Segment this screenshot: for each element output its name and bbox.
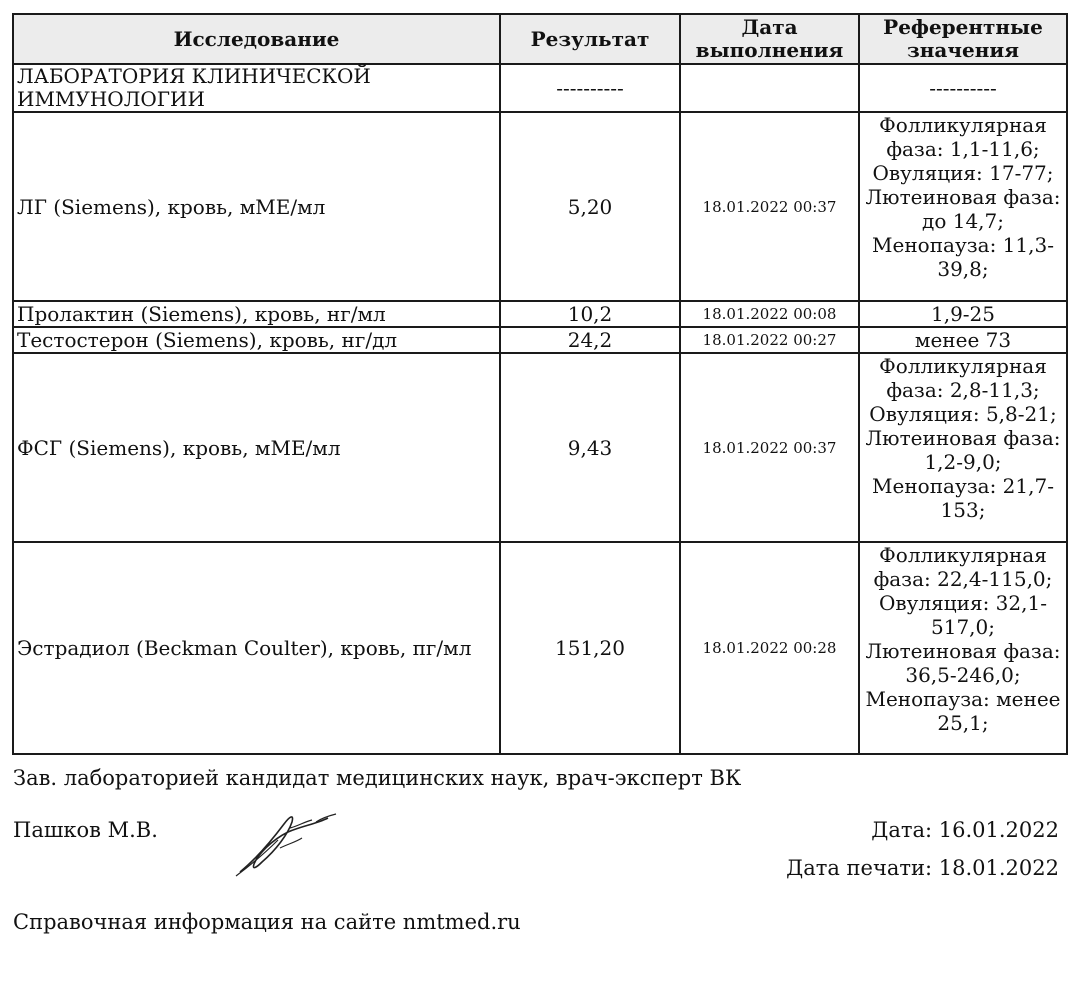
header-date-line1: Дата (741, 15, 798, 39)
header-ref-line1: Референтные (883, 15, 1043, 39)
header-date-line2: выполнения (695, 38, 844, 62)
ref-line: 36,5-246,0; (905, 663, 1021, 687)
ref-line: Менопауза: 11,3- (872, 233, 1054, 257)
test-result: 10,2 (500, 301, 680, 327)
test-ref (859, 327, 1067, 353)
header-test: Исследование (13, 14, 500, 64)
table-row (13, 327, 1067, 353)
ref-line: Лютеиновая фаза: (865, 426, 1061, 450)
section-name (13, 64, 500, 112)
ref-line: Фолликулярная (879, 113, 1047, 137)
section-date (680, 64, 859, 112)
ref-line: Лютеиновая фаза: (865, 639, 1061, 663)
test-name: Тестостерон (Siemens), кровь, нг/дл (13, 327, 500, 353)
header-ref-line2: значения (907, 38, 1019, 62)
test-ref (859, 353, 1067, 542)
header-date (680, 14, 859, 64)
test-name: ФСГ (Siemens), кровь, мМЕ/мл (13, 353, 500, 542)
lab-head-name: Пашков М.В. (13, 818, 158, 842)
section-row (13, 64, 1067, 112)
test-date: 18.01.2022 00:08 (680, 301, 859, 327)
ref-line: 517,0; (931, 615, 995, 639)
results-table (12, 13, 1068, 755)
ref-line: до 14,7; (922, 209, 1004, 233)
test-result: 9,43 (500, 353, 680, 542)
header-ref (859, 14, 1067, 64)
test-date: 18.01.2022 00:28 (680, 542, 859, 754)
ref-line: 1,2-9,0; (924, 450, 1002, 474)
ref-line: 39,8; (937, 257, 989, 281)
section-name-line1: ЛАБОРАТОРИЯ КЛИНИЧЕСКОЙ (17, 64, 371, 88)
signature-icon (232, 810, 342, 880)
ref-line: Фолликулярная (879, 543, 1047, 567)
ref-line: 25,1; (937, 711, 989, 735)
test-result: 5,20 (500, 112, 680, 301)
table-row (13, 112, 1067, 301)
test-ref (859, 301, 1067, 327)
print-date: Дата печати: 18.01.2022 (786, 856, 1059, 880)
header-result: Результат (500, 14, 680, 64)
test-ref (859, 112, 1067, 301)
table-row (13, 542, 1067, 754)
test-date: 18.01.2022 00:37 (680, 353, 859, 542)
table-row (13, 353, 1067, 542)
reference-info: Справочная информация на сайте nmtmed.ru (13, 910, 521, 934)
section-result: ---------- (500, 64, 680, 112)
ref-line: Лютеиновая фаза: (865, 185, 1061, 209)
test-date: 18.01.2022 00:27 (680, 327, 859, 353)
test-date: 18.01.2022 00:37 (680, 112, 859, 301)
report-date: Дата: 16.01.2022 (871, 818, 1059, 842)
ref-line: Менопауза: менее (865, 687, 1061, 711)
ref-line: Овуляция: 5,8-21; (869, 402, 1057, 426)
ref-line: Овуляция: 17-77; (872, 161, 1054, 185)
ref-line: менее 73 (914, 328, 1012, 352)
section-name-line2: ИММУНОЛОГИИ (17, 87, 205, 111)
test-name: ЛГ (Siemens), кровь, мМЕ/мл (13, 112, 500, 301)
ref-line: фаза: 22,4-115,0; (873, 567, 1053, 591)
ref-line: фаза: 2,8-11,3; (886, 378, 1040, 402)
table-row (13, 301, 1067, 327)
test-result: 151,20 (500, 542, 680, 754)
ref-line: 153; (940, 498, 986, 522)
test-ref (859, 542, 1067, 754)
ref-line: Фолликулярная (879, 354, 1047, 378)
ref-line: Овуляция: 32,1- (879, 591, 1047, 615)
section-ref: ---------- (859, 64, 1067, 112)
table-header-row (13, 14, 1067, 64)
ref-line: Менопауза: 21,7- (872, 474, 1054, 498)
test-name: Эстрадиол (Beckman Coulter), кровь, пг/мл (13, 542, 500, 754)
test-result: 24,2 (500, 327, 680, 353)
lab-head-title: Зав. лабораторией кандидат медицинских наук, врач-эксперт ВК (13, 766, 742, 790)
ref-line: 1,9-25 (930, 302, 995, 326)
test-name: Пролактин (Siemens), кровь, нг/мл (13, 301, 500, 327)
ref-line: фаза: 1,1-11,6; (886, 137, 1040, 161)
